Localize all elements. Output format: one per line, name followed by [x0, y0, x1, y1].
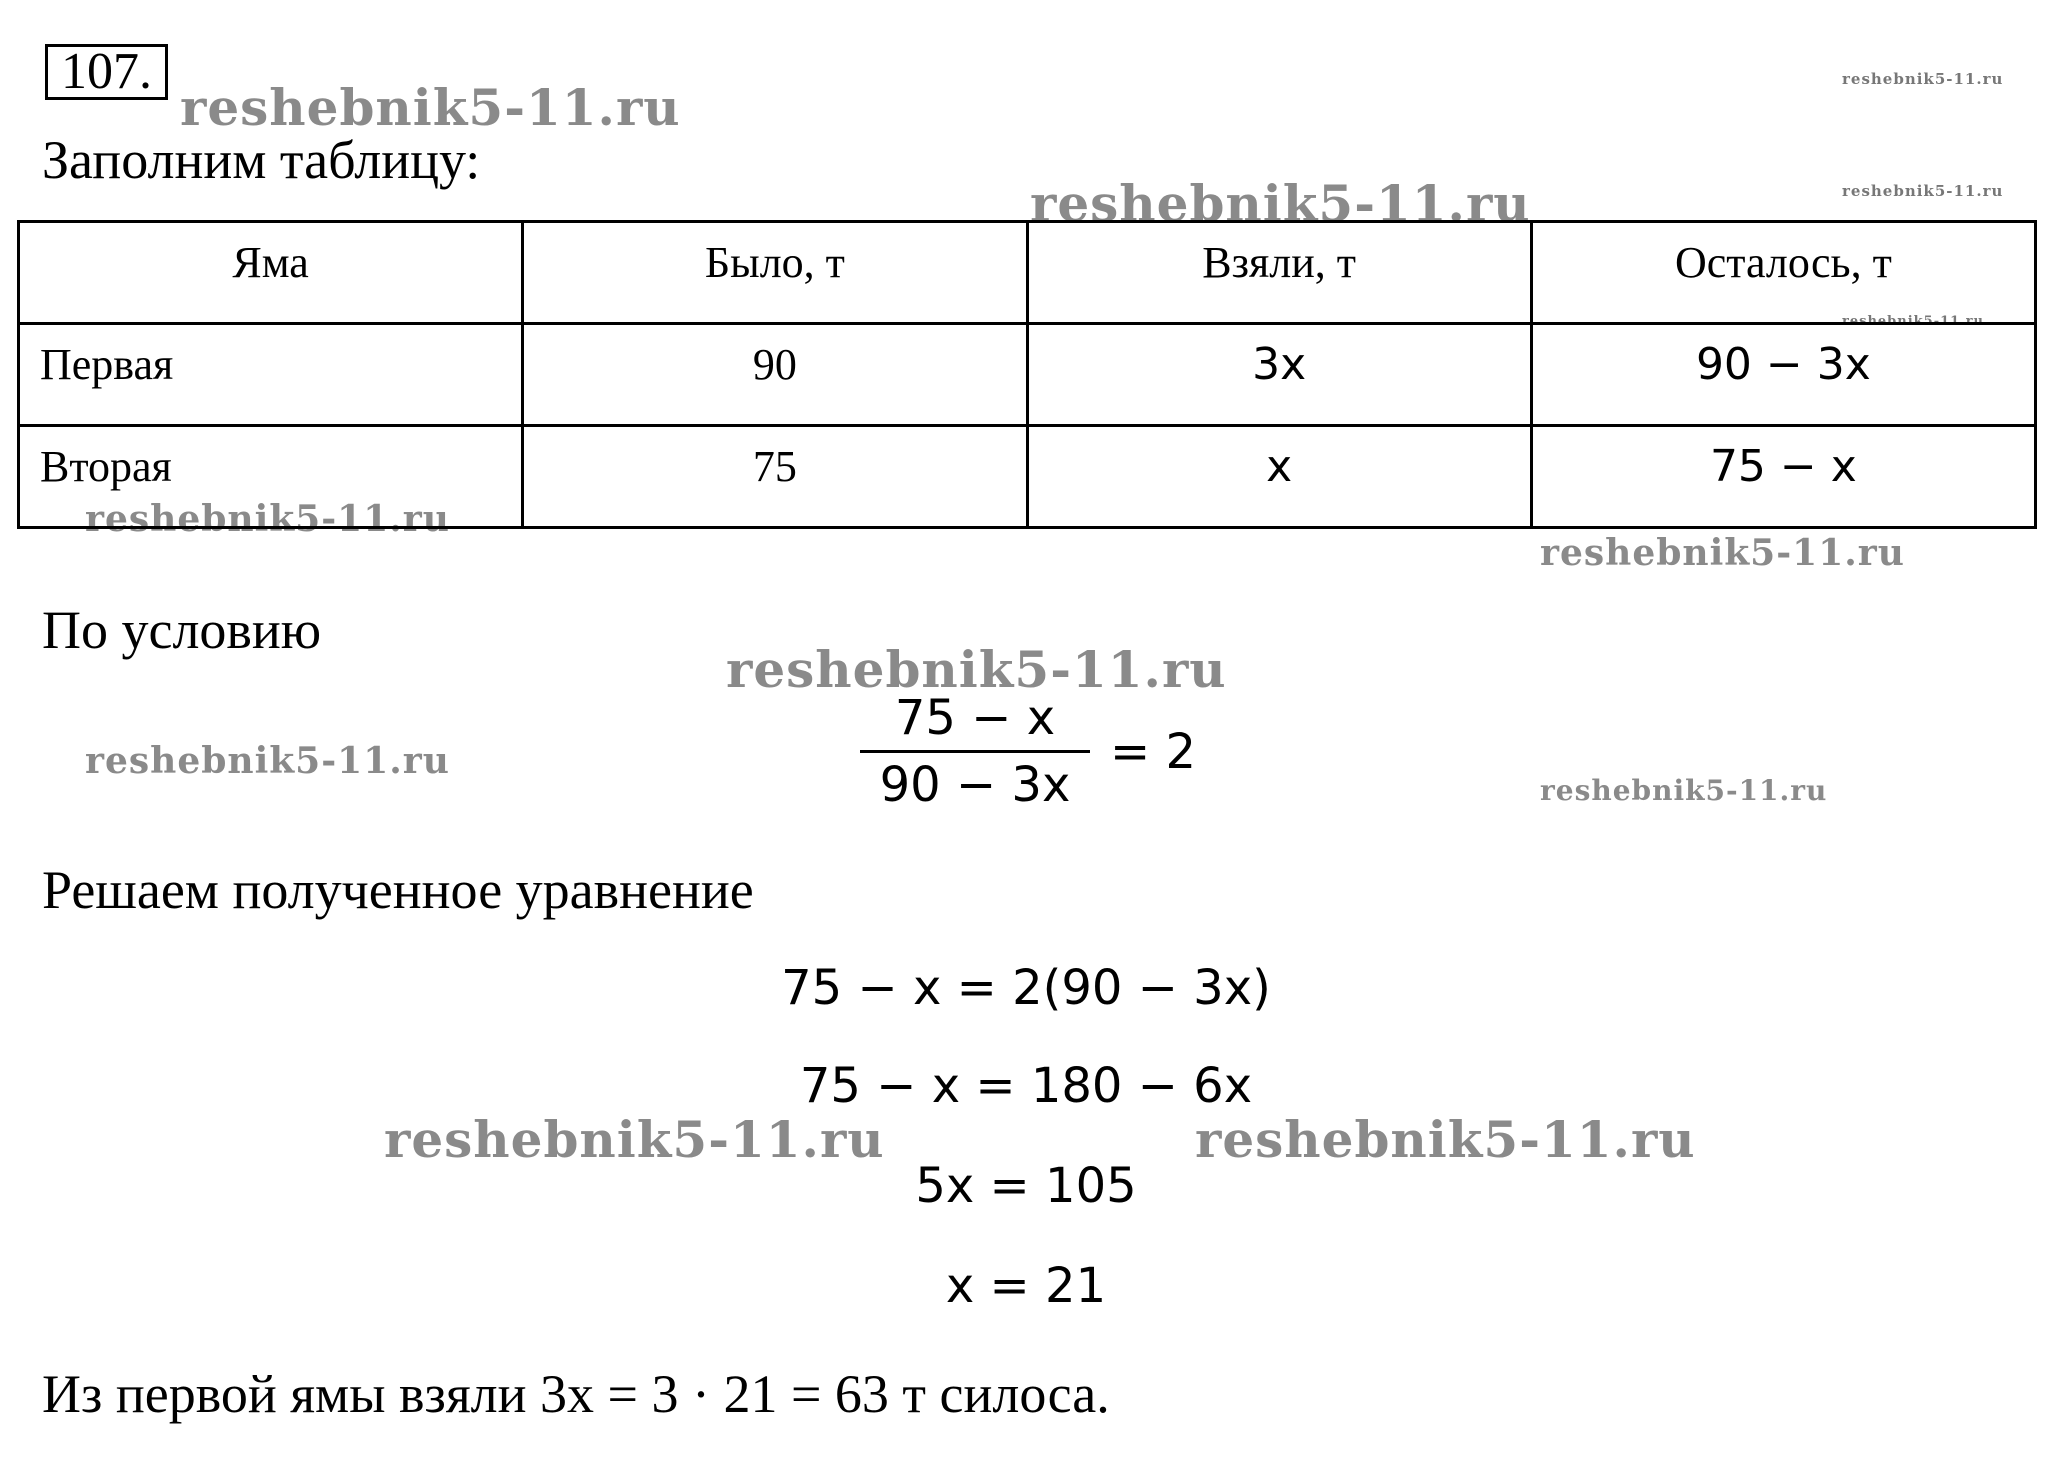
fraction-bar [860, 750, 1090, 753]
table-header-row [19, 222, 2036, 324]
fraction-equation [860, 690, 1196, 813]
table-row [19, 426, 2036, 528]
watermark: reshebnik5-11.ru [180, 78, 681, 137]
conclusion-text: Из первой ямы взяли 3x = 3 · 21 = 63 т силоса. [42, 1364, 1110, 1424]
watermark: reshebnik5-11.ru [1842, 182, 2004, 200]
table-cell: Первая [19, 324, 523, 426]
table-cell: 3x [1027, 324, 1531, 426]
table-cell: 75 [523, 426, 1027, 528]
table-cell: x [1027, 426, 1531, 528]
condition-label: По условию [42, 600, 322, 660]
watermark: reshebnik5-11.ru [726, 640, 1227, 699]
watermark: reshebnik5-11.ru [1540, 532, 1905, 574]
watermark: reshebnik5-11.ru [384, 1110, 885, 1169]
problem-number: 107. [45, 44, 168, 100]
watermark: reshebnik5-11.ru [85, 740, 450, 782]
watermark: reshebnik5-11.ru [85, 498, 450, 540]
table-header: Осталось, т [1531, 222, 2035, 324]
table-cell: 75 − x [1531, 426, 2035, 528]
equation-step: 75 − x = 180 − 6x [799, 1058, 1253, 1114]
watermark: reshebnik5-11.ru [1842, 314, 1985, 329]
fraction-denominator: 90 − 3x [879, 757, 1071, 813]
table-header: Взяли, т [1027, 222, 1531, 324]
solve-label: Решаем полученное уравнение [42, 860, 754, 920]
intro-text: Заполним таблицу: [42, 130, 481, 190]
data-table [17, 220, 2037, 529]
watermark: reshebnik5-11.ru [1195, 1110, 1696, 1169]
equation-step: 75 − x = 2(90 − 3x) [781, 960, 1271, 1016]
watermark: reshebnik5-11.ru [1842, 70, 2004, 88]
table-header: Было, т [523, 222, 1027, 324]
fraction-rhs: = 2 [1110, 723, 1197, 780]
fraction [860, 690, 1090, 813]
table-row [19, 324, 2036, 426]
table-cell: 90 − 3x [1531, 324, 2035, 426]
watermark: reshebnik5-11.ru [1540, 774, 1828, 807]
table-header: Яма [19, 222, 523, 324]
table-cell: 90 [523, 324, 1027, 426]
equation-step: 5x = 105 [915, 1158, 1137, 1214]
fraction-numerator: 75 − x [894, 690, 1056, 746]
table-cell: Вторая [19, 426, 523, 528]
watermark: reshebnik5-11.ru [1030, 174, 1531, 233]
equation-step: x = 21 [945, 1258, 1107, 1314]
